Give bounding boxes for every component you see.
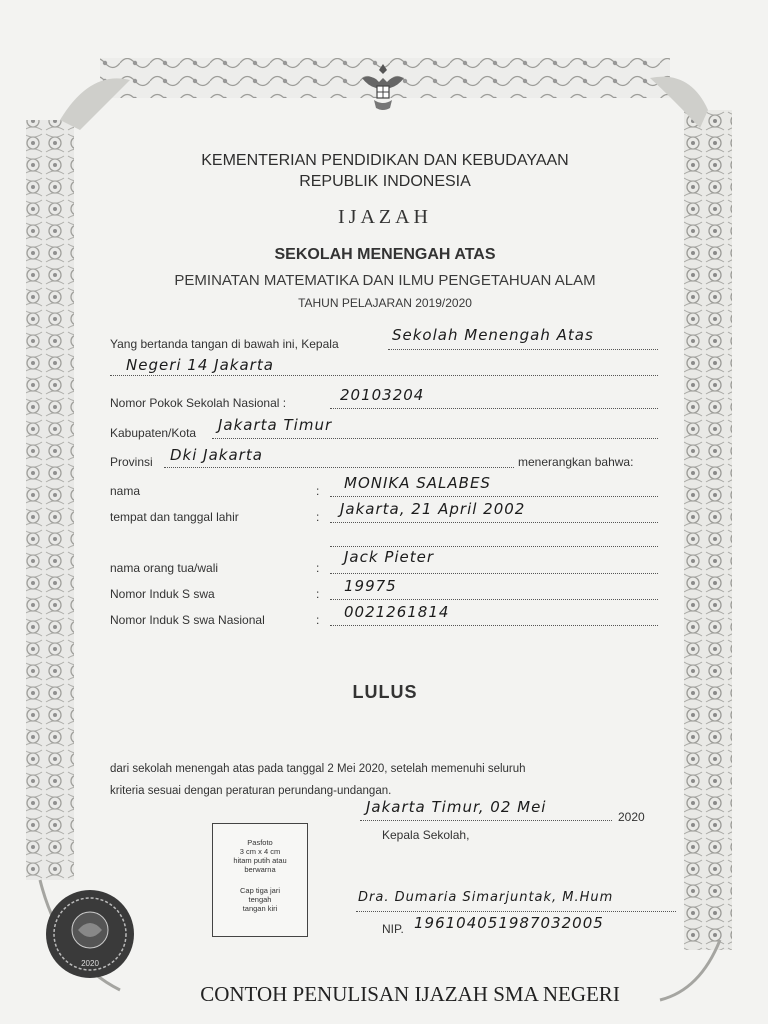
nisn-label: Nomor Induk S swa Nasional [110,613,265,627]
photo-box-line-7: tangan kiri [242,904,278,913]
hologram-seal-icon [44,888,136,980]
photo-box-line-1: Pasfoto [247,838,273,847]
principal-name: Dra. Dumaria Simarjuntak, M.Hum [358,890,614,905]
student-name-value: MONIKA SALABES [344,474,491,492]
photo-box-line-6: tengah [248,895,272,904]
states-label: menerangkan bahwa: [518,455,634,469]
colon: : [316,484,320,498]
sign-year: 2020 [618,810,645,824]
photo-box-line-3: hitam putih atau [233,856,287,865]
principal-role: Kepala Sekolah, [382,828,470,842]
dotted-line [330,599,658,600]
colon: : [316,561,320,575]
student-name-label: nama [110,484,141,498]
province-value: Dki Jakarta [170,446,263,464]
photo-box-line-4: berwarna [244,865,276,874]
ministry-line-2: REPUBLIK INDONESIA [299,173,471,190]
dotted-line [164,467,514,468]
colon: : [316,613,320,627]
ministry-line-1: KEMENTERIAN PENDIDIKAN DAN KEBUDAYAAN [201,152,569,169]
document-title: IJAZAH [338,206,432,228]
city-value: Jakarta Timur [218,416,333,434]
nis-value: 19975 [344,577,397,595]
parent-value: Jack Pieter [344,548,435,566]
photo-box-line-2: 3 cm x 4 cm [239,847,281,856]
nip-label: NIP. [382,922,404,936]
npsn-label: Nomor Pokok Sekolah Nasional : [110,396,287,410]
dotted-line [330,625,658,626]
garuda-emblem-icon [358,60,408,114]
npsn-value: 20103204 [340,386,425,404]
dotted-line [356,911,676,912]
colon: : [316,510,320,524]
footer-caption: CONTOH PENULISAN IJAZAH SMA NEGERI [200,982,620,1006]
program-heading: PEMINATAN MATEMATIKA DAN ILMU PENGETAHUAN ALAM [174,272,596,289]
province-label: Provinsi [110,455,153,469]
dotted-line [330,408,658,409]
city-label: Kabupaten/Kota [110,426,197,440]
dotted-line [360,820,612,821]
intro-label: Yang bertanda tangan di bawah ini, Kepala [110,337,339,351]
statement-line-1: dari sekolah menengah atas pada tanggal 2 Mei 2020, setelah memenuhi seluruh [110,763,526,775]
academic-year: TAHUN PELAJARAN 2019/2020 [298,296,472,310]
dotted-line [330,546,658,547]
photo-box-line-5: Cap tiga jari [239,886,281,895]
colon: : [316,587,320,601]
nip-value: 196104051987032005 [414,914,604,932]
statement-paragraph [110,758,670,802]
birth-value: Jakarta, 21 April 2002 [340,500,526,518]
nisn-value: 0021261814 [344,603,450,621]
sign-place-date: Jakarta Timur, 02 Mei [366,798,547,816]
dotted-line [330,522,658,523]
dotted-line [330,496,658,497]
birth-label: tempat dan tanggal lahir [110,510,239,524]
parent-label: nama orang tua/wali [110,561,219,575]
nis-label: Nomor Induk S swa [110,587,215,601]
statement-line-2: kriteria sesuai dengan peraturan perundang-undangan. [110,785,392,797]
dotted-line [388,349,658,350]
school-name-part2: Negeri 14 Jakarta [126,356,274,374]
dotted-line [330,573,658,574]
school-level-heading: SEKOLAH MENENGAH ATAS [274,246,496,263]
photo-placeholder-box [212,823,308,937]
ministry-heading [100,150,670,192]
result-status: LULUS [352,682,418,702]
dotted-line [212,438,658,439]
dotted-line [110,375,658,376]
school-name-part1: Sekolah Menengah Atas [392,326,594,344]
seal-year: 2020 [81,959,99,968]
